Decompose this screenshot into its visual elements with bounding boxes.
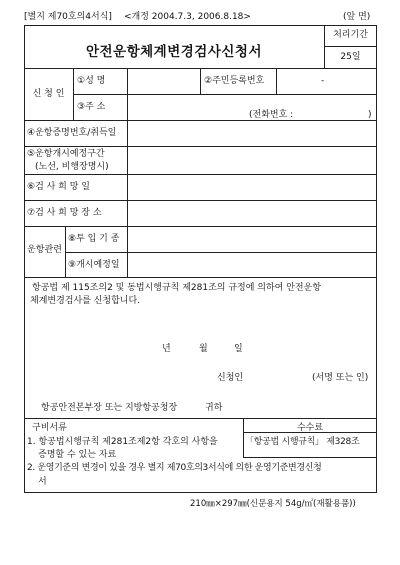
page-side: (앞 면) — [343, 12, 371, 22]
rrn-separator: - — [321, 76, 325, 86]
applicant-mid-line — [73, 94, 377, 95]
applicant-bottom-line — [24, 120, 377, 121]
section-field[interactable] — [129, 148, 375, 172]
date-month: 월 — [199, 344, 208, 354]
rrn-field[interactable] — [278, 70, 375, 92]
processing-label: 처리기간 — [333, 30, 368, 40]
documents-item1-line2: 증명할 수 있는 자료 — [38, 450, 117, 460]
name-label-divider — [127, 68, 128, 120]
sign-note: (서명 또는 인) — [312, 373, 369, 383]
section-label-line1: ⑤운항개시예정구간 — [27, 149, 105, 159]
phone-label: (전화번호 : — [249, 110, 294, 120]
statement-line1: 항공법 제 115조의2 및 동법시행규칙 제281조의 규정에 의하여 안전운항 — [32, 283, 322, 293]
form-label: [별지 제70호의4서식] — [24, 12, 112, 22]
applicant-label: 신 청 인 — [32, 89, 65, 99]
aircraft-mid-line — [65, 252, 377, 253]
statement-line2: 체계변경검사를 신청합니다. — [30, 296, 141, 306]
rows-bottom-line — [24, 277, 377, 278]
place-bottom-line — [24, 226, 377, 227]
phone-close: ) — [368, 110, 372, 120]
processing-value: 25일 — [340, 52, 361, 62]
cert-label: ④운항증명번호/취득일 — [27, 128, 117, 138]
place-label: ⑦검 사 희 망 장 소 — [27, 208, 102, 218]
start-date-label: ⑨개시예정일 — [68, 260, 120, 270]
aircraft-type-field[interactable] — [129, 228, 375, 250]
date-year: 년 — [162, 344, 171, 354]
date-day: 일 — [234, 344, 243, 354]
rrn-label-divider — [276, 68, 277, 94]
fee-value: 「항공법 시행규칙」 제328조 — [245, 437, 360, 447]
applicant-sign-label: 신청인 — [217, 373, 244, 383]
rrn-label: ②주민등록번호 — [204, 76, 265, 86]
fee-mid-line — [243, 432, 377, 433]
name-label: ①성 명 — [77, 76, 106, 86]
processing-divider — [324, 46, 377, 47]
section-bottom-line — [24, 174, 377, 175]
fee-title: 수수료 — [296, 423, 324, 433]
aircraft-type-label: ⑧투 입 기 종 — [68, 234, 120, 244]
date-bottom-line — [24, 200, 377, 201]
aircraft-group-label: 운항관련 — [27, 245, 62, 255]
paper-spec-footer: 210㎜×297㎜(신문용지 54g/㎡(재활용품)) — [190, 499, 356, 509]
cert-field[interactable] — [129, 122, 375, 144]
signature-field[interactable] — [250, 370, 308, 386]
fee-bottom-line — [243, 457, 377, 458]
items-label-divider — [127, 120, 128, 226]
documents-top-line — [24, 418, 377, 419]
form-title: 안전운항체계변경검사신청서 — [85, 44, 263, 60]
name-field[interactable] — [129, 70, 197, 92]
cert-bottom-line — [24, 146, 377, 147]
date-field[interactable] — [129, 176, 375, 198]
documents-item2-line2: 서 — [38, 477, 47, 487]
place-field[interactable] — [129, 202, 375, 224]
addressee-honorific: 귀하 — [205, 403, 223, 413]
revision-date: <개정 2004.7.3, 2006.8.18> — [124, 12, 251, 22]
date-label: ⑥검 사 희 망 일 — [27, 182, 90, 192]
documents-item2-line1: 2. 운영기준의 변경이 있을 경우 별지 제70호의3서식에 의한 운영기준변경신청 — [27, 463, 322, 473]
documents-item1-line1: 1. 항공법시행규칙 제281조제2항 각호의 사항을 — [27, 437, 218, 447]
rrn-left-divider — [200, 68, 201, 94]
documents-title: 구비서류 — [32, 423, 67, 433]
section-label-line2: (노선, 비행장명시) — [35, 162, 109, 172]
start-date-field[interactable] — [129, 254, 375, 275]
addressee: 항공안전본부장 또는 지방항공청장 — [41, 403, 178, 413]
address-label: ③주 소 — [77, 102, 106, 112]
